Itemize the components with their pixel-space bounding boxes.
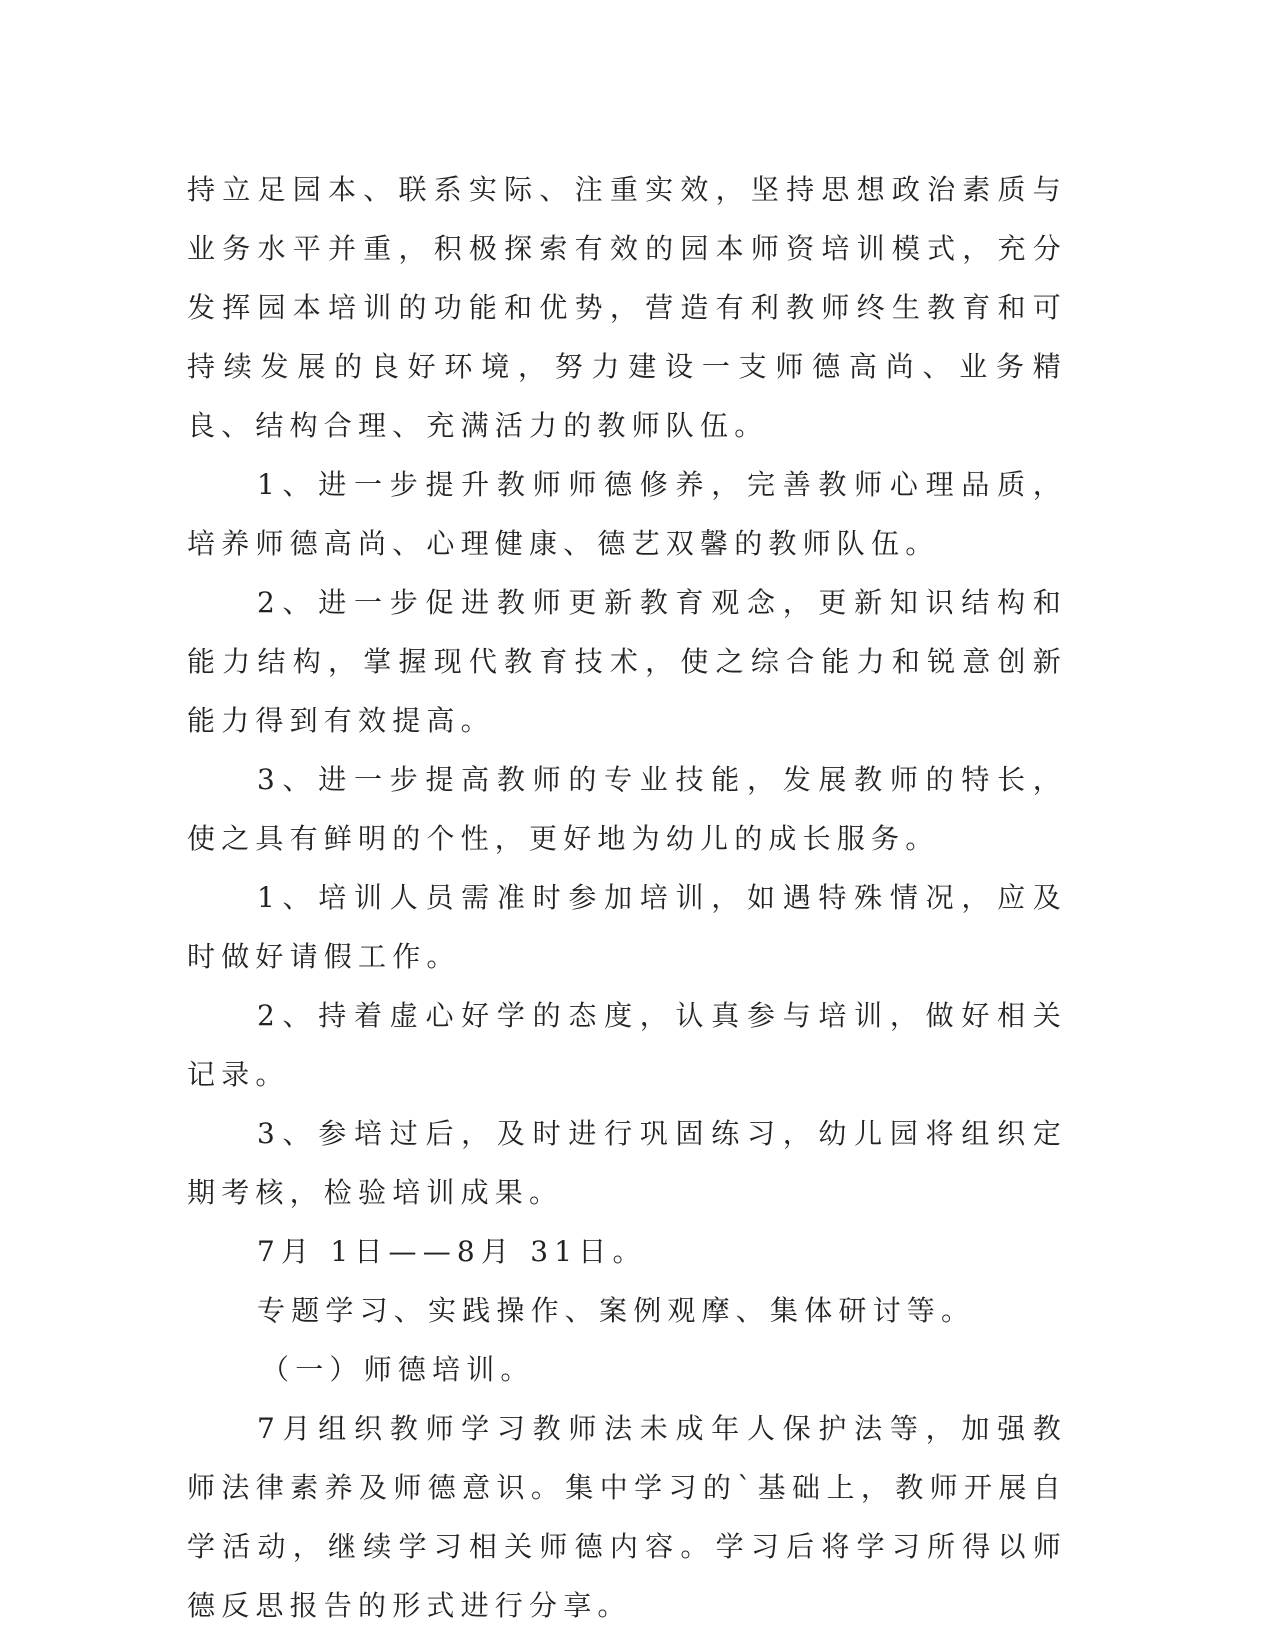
section-body-ethics: 7月组织教师学习教师法未成年人保护法等，加强教师法律素养及师德意识。集中学习的`基础上，教师开展自学活动，继续学习相关师德内容。学习后将学习所得以师德反思报告的形式进行分享。: [187, 1412, 1067, 1622]
requirement-item-2: 2、持着虚心好学的态度，认真参与培训，做好相关记录。: [187, 999, 1067, 1091]
requirement-item-1: 1、培训人员需准时参加培训，如遇特殊情况，应及时做好请假工作。: [187, 881, 1067, 973]
requirement-item-3: 3、参培过后，及时进行巩固练习，幼儿园将组织定期考核，检验培训成果。: [187, 1117, 1067, 1209]
intro-paragraph: 持立足园本、联系实际、注重实效，坚持思想政治素质与业务水平并重，积极探索有效的园本师资培训模式，充分发挥园本培训的功能和优势，营造有利教师终生教育和可持续发展的良好环境，努力建设一支师德高尚、业务精良、结构合理、充满活力的教师队伍。: [187, 173, 1067, 442]
goal-item-2: 2、进一步促进教师更新教育观念，更新知识结构和能力结构，掌握现代教育技术，使之综合能力和锐意创新能力得到有效提高。: [187, 586, 1067, 737]
section-heading-ethics: （一）师德培训。: [261, 1353, 535, 1386]
goal-item-3: 3、进一步提高教师的专业技能，发展教师的特长，使之具有鲜明的个性，更好地为幼儿的成长服务。: [187, 763, 1067, 855]
goal-item-1: 1、进一步提升教师师德修养，完善教师心理品质，培养师德高尚、心理健康、德艺双馨的教师队伍。: [187, 468, 1067, 560]
document-body: [187, 160, 1067, 1635]
training-time: 7月 1日——8月 31日。: [257, 1235, 647, 1268]
training-method: 专题学习、实践操作、案例观摩、集体研讨等。: [257, 1294, 976, 1327]
